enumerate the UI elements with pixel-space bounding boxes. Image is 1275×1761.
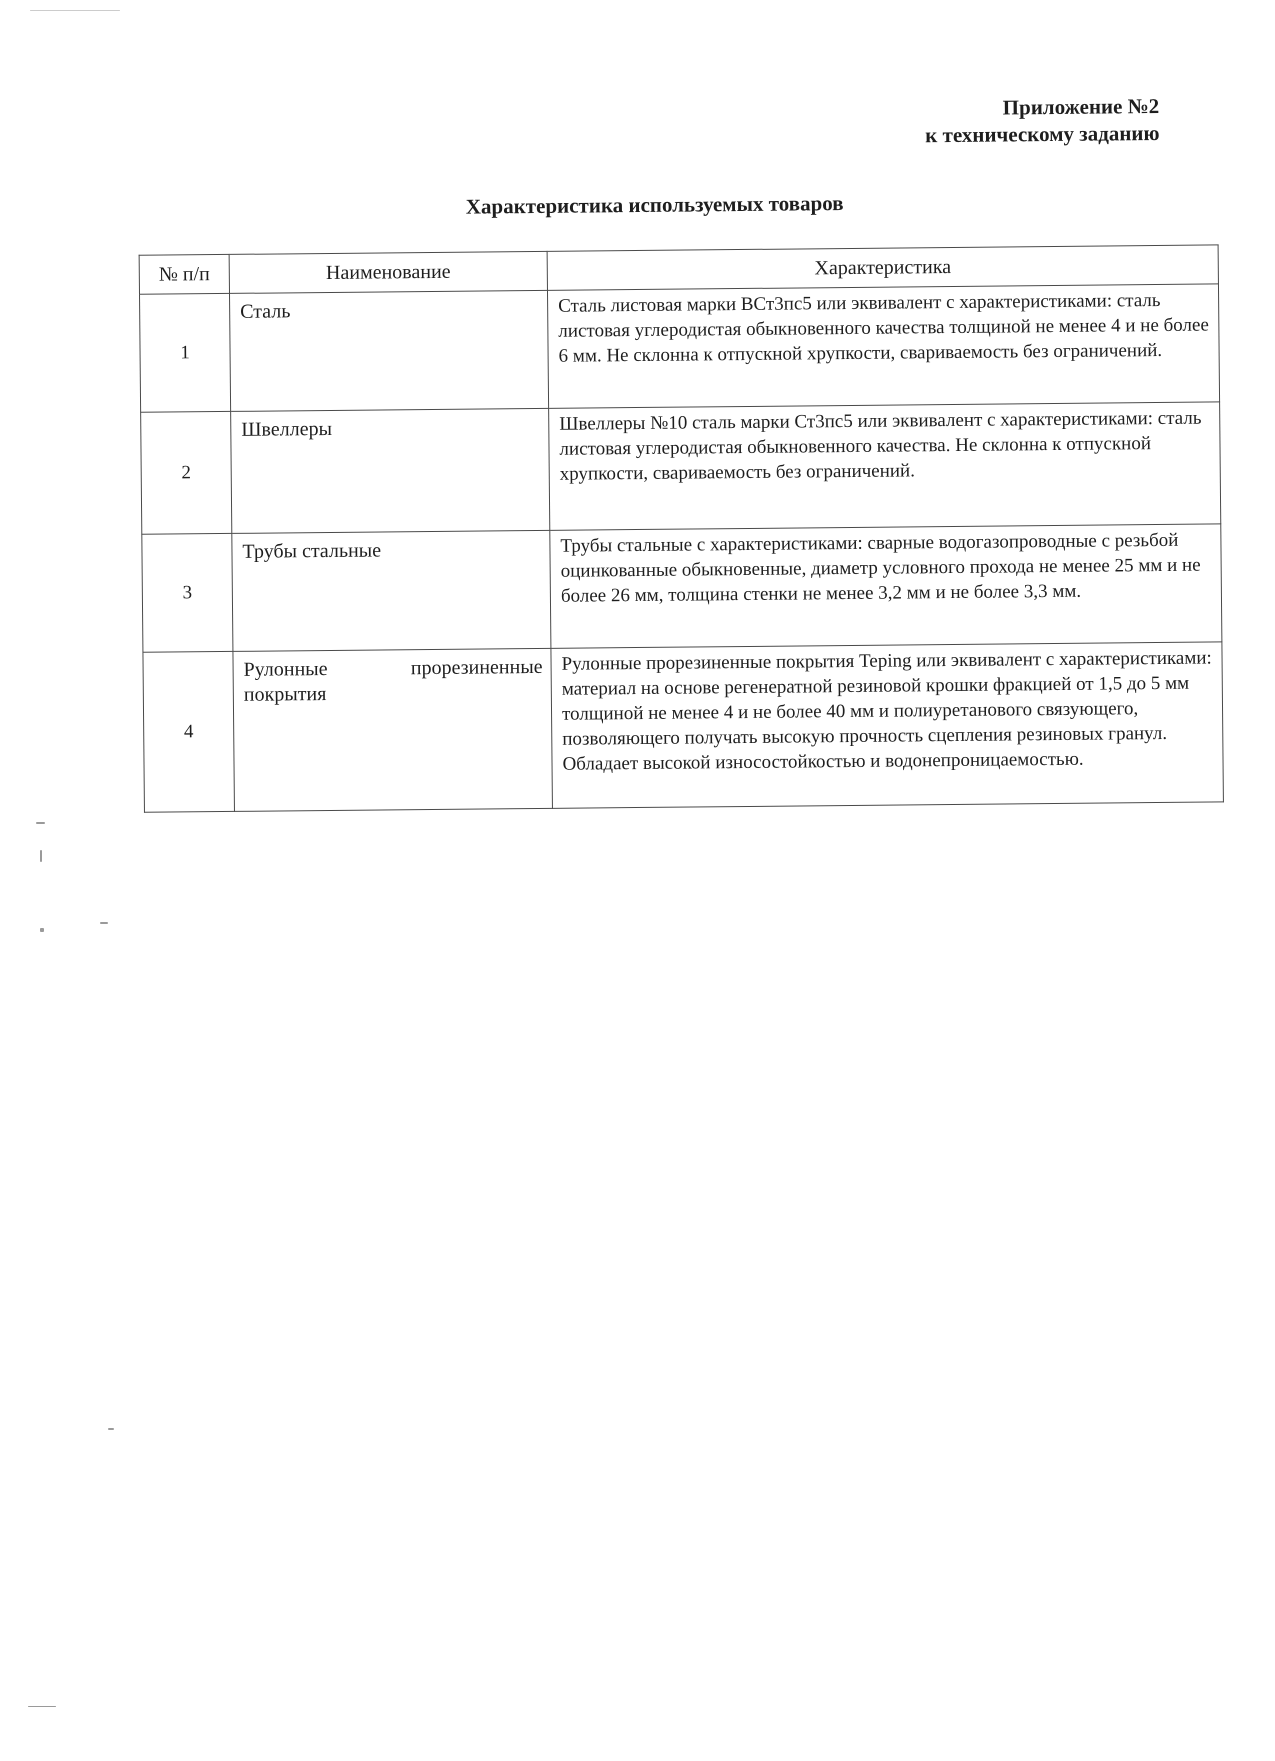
row-number: 2: [141, 411, 232, 534]
row-name: Сталь: [229, 290, 548, 411]
characteristics-table: [139, 244, 1224, 812]
row-characteristic: Рулонные прорезиненные покрытия Teping или эквивалент с характеристиками: материал на основе регенератной резиновой крошки фракцией от 1,5 до 5 мм толщиной не менее 4 и не более 40 мм и полиуретанового связующего, позволяющего получать высокую прочность сцепления резиновых гранул. Обладает высокой износостойкостью и водонепроницаемостью.: [551, 642, 1224, 808]
table-row: [142, 524, 1222, 652]
row-number: 1: [140, 293, 231, 412]
scan-speck: [28, 1706, 56, 1707]
row-characteristic: Трубы стальные с характеристиками: сварные водогазопроводные с резьбой оцинкованные обыкновенные, диаметр условного прохода не менее 25 мм и не более 26 мм, толщина стенки не менее 3,2 мм и не более 3,3 мм.: [550, 524, 1222, 648]
row-characteristic: Сталь листовая марки ВСт3пс5 или эквивалент с характеристиками: сталь листовая углеродистая обыкновенного качества толщиной не менее 4 и не более 6 мм. Не склонна к отпускной хрупкости, свариваемость без ограничений.: [547, 284, 1219, 408]
row-name: Рулонные прорезиненные покрытия: [233, 648, 553, 811]
table-row: [140, 284, 1220, 412]
appendix-number: Приложение №2: [1002, 93, 1160, 120]
document-title: Характеристика используемых товаров: [465, 191, 844, 219]
column-header-characteristic: Характеристика: [547, 245, 1218, 290]
row-number: 3: [142, 533, 233, 652]
row-name: Трубы стальные: [232, 530, 551, 651]
appendix-header: [925, 93, 1160, 149]
scan-speck: [30, 10, 120, 11]
scan-speck: [100, 922, 108, 924]
column-header-number: № п/п: [139, 254, 229, 294]
column-header-name: Наименование: [229, 251, 547, 293]
row-name: Швеллеры: [231, 408, 550, 533]
scan-speck: [36, 822, 45, 824]
table-row: [141, 402, 1221, 534]
scan-speck: [108, 1428, 114, 1430]
scan-speck: [40, 850, 42, 862]
table-row: [143, 642, 1223, 812]
row-number: 4: [143, 651, 235, 812]
scan-speck: [40, 928, 44, 932]
appendix-reference: к техническому заданию: [925, 120, 1160, 148]
row-characteristic: Швеллеры №10 сталь марки Ст3пс5 или эквивалент с характеристиками: сталь листовая углеродистая обыкновенного качества. Не склонна к отпускной хрупкости, свариваемость без ограничений.: [549, 402, 1221, 530]
